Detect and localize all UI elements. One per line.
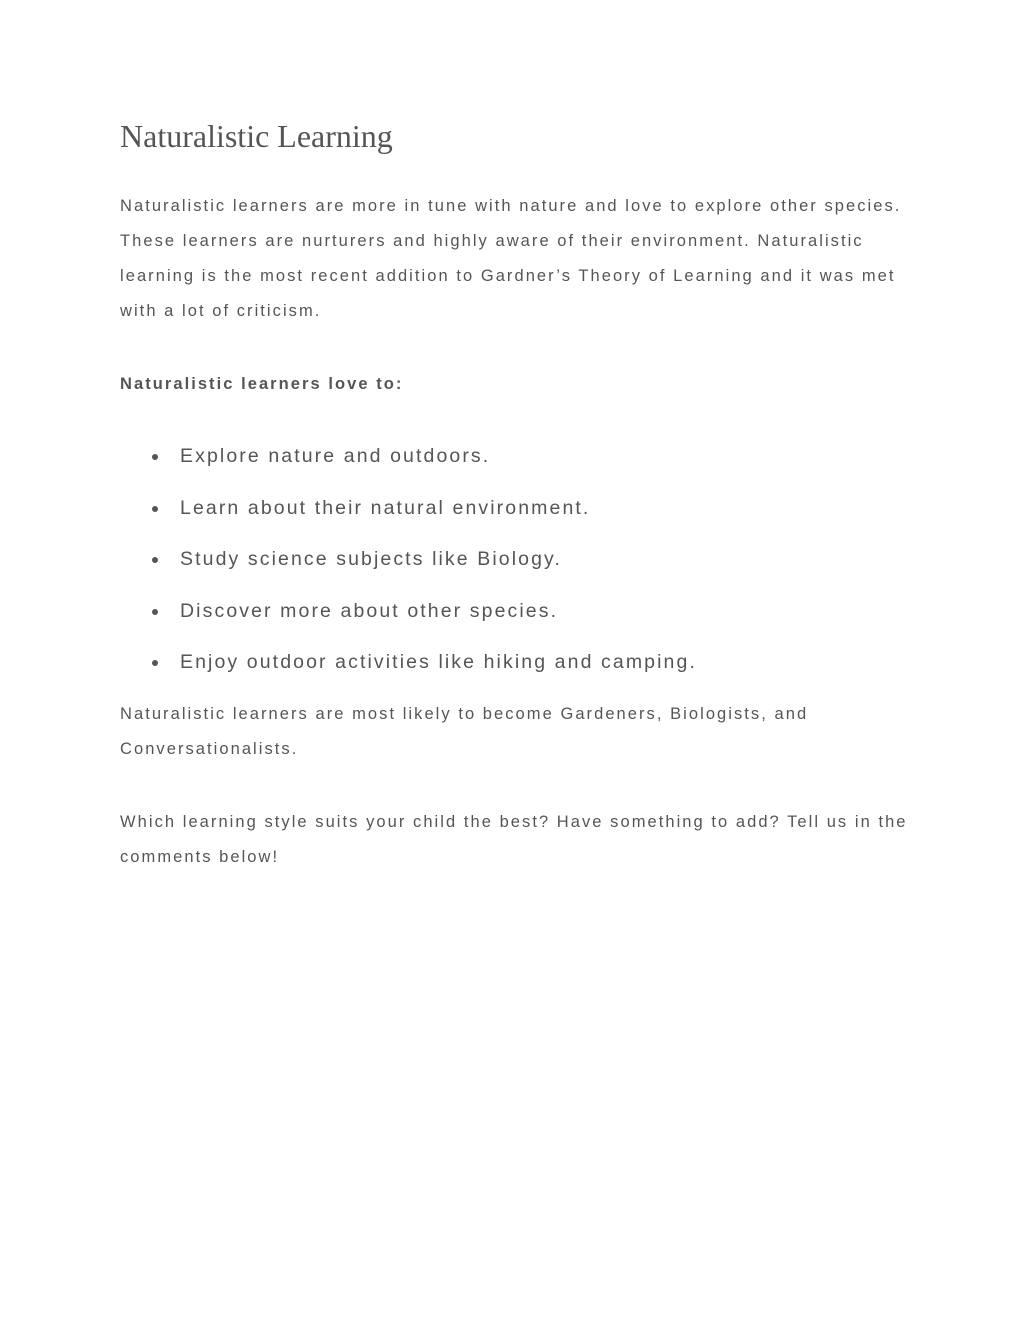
list-item-text: Enjoy outdoor activities like hiking and camping. — [180, 651, 697, 673]
bullet-icon — [152, 557, 158, 563]
list-item-text: Discover more about other species. — [180, 599, 559, 622]
intro-paragraph: Naturalistic learners are more in tune with nature and love to explore other species. These learners are nurturers and highly aware of their environment. Naturalistic learning is the most recent addition to Gardner’s Theory of Learning and it was met with a lot of criticism. — [120, 197, 902, 320]
closing-paragraph: Which learning style suits your child the best? Have something to add? Tell us in the comments below! — [120, 813, 908, 866]
list-item-text: Study science subjects like Biology. — [180, 548, 562, 570]
page-title: Naturalistic Learning — [120, 118, 393, 154]
bullet-icon — [152, 506, 158, 512]
bullet-icon — [152, 609, 158, 615]
list-item-text: Learn about their natural environment. — [180, 496, 591, 519]
list-item — [120, 586, 697, 638]
list-item — [120, 637, 697, 689]
list-item — [120, 534, 697, 586]
list-item — [120, 431, 697, 483]
bullet-icon — [152, 454, 158, 460]
careers-paragraph: Naturalistic learners are most likely to become Gardeners, Biologists, and Conversationalists. — [120, 705, 809, 758]
list-item — [120, 483, 697, 535]
section-subheading: Naturalistic learners love to: — [120, 375, 404, 393]
bullet-icon — [152, 660, 158, 666]
bullet-list — [120, 431, 697, 689]
list-item-text: Explore nature and outdoors. — [180, 445, 491, 467]
